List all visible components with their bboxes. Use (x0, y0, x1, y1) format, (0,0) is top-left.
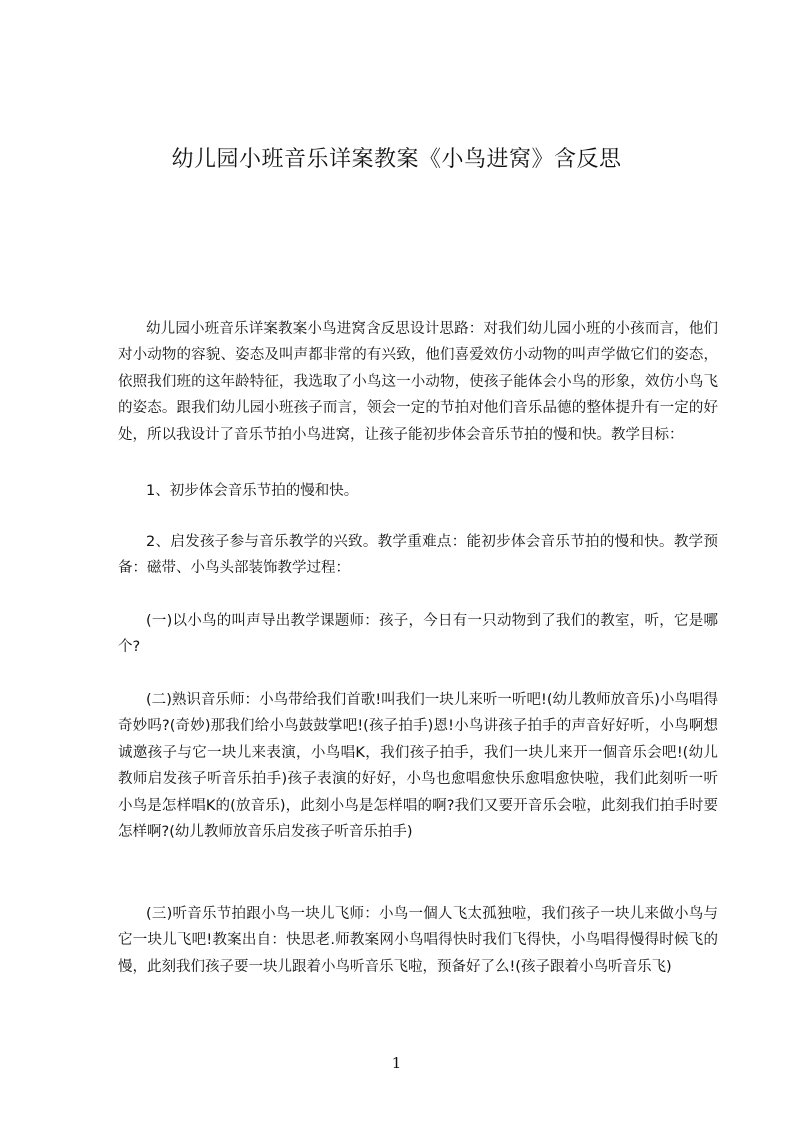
paragraph-step-1: (一)以小鸟的叫声导出教学课题师：孩子，今日有一只动物到了我们的教室，听，它是哪个? (118, 613, 718, 656)
paragraph-design-idea: 幼儿园小班音乐详案教案小鸟进窝含反思设计思路：对我们幼儿园小班的小孩而言，他们对小动物的容貌、姿态及叫声都非常的有兴致，他们喜爱效仿小动物的叫声学做它们的姿态，依照我们班的这年龄特征，我选取了小鸟这一小动物，使孩子能体会小鸟的形象，效仿小鸟飞的姿态。跟我们幼儿园小班孩子而言，领会一定的节拍对他们音乐品德的整体提升有一定的好处，所以我设计了音乐节拍小鸟进窝，让孩子能初步体会音乐节拍的慢和快。教学目标： (118, 321, 718, 443)
paragraph-step-3: (三)听音乐节拍跟小鸟一块儿飞师：小鸟一個人飞太孤独啦，我们孩子一块儿来做小鸟与它一块儿飞吧!教案出自：快思老.师教案网小鸟唱得快时我们飞得快，小鸟唱得慢得时候飞的慢，此刻我们孩子要一块儿跟着小鸟听音乐飞啦，预备好了么!(孩子跟着小鸟听音乐飞) (118, 906, 718, 975)
paragraph-goal-2: 2、启发孩子参与音乐教学的兴致。教学重难点：能初步体会音乐节拍的慢和快。教学预备：磁带、小鸟头部装饰教学过程： (118, 534, 718, 577)
paragraph-goal-1: 1、初步体会音乐节拍的慢和快。 (146, 483, 359, 499)
page-number: 1 (391, 1054, 402, 1072)
paragraph-step-2: (二)熟识音乐师：小鸟带给我们首歌!叫我们一块儿来听一听吧!(幼儿教师放音乐)小鸟唱得奇妙吗?(奇妙)那我们给小鸟鼓鼓掌吧!(孩子拍手)恩!小鸟讲孩子拍手的声音好好听，小鸟啊想诚邀孩子与它一块儿来表演，小鸟唱K，我们孩子拍手，我们一块儿来开一個音乐会吧!(幼儿教师启发孩子听音乐拍手)孩子表演的好好，小鸟也愈唱愈快乐愈唱愈快啦，我们此刻听一听小鸟是怎样唱K的(放音乐)，此刻小鸟是怎样唱的啊?我们又要开音乐会啦，此刻我们拍手时要怎样啊?(幼儿教师放音乐启发孩子听音乐拍手) (118, 692, 718, 841)
document-title: 幼儿园小班音乐详案教案《小鸟进窝》含反思 (171, 147, 622, 172)
